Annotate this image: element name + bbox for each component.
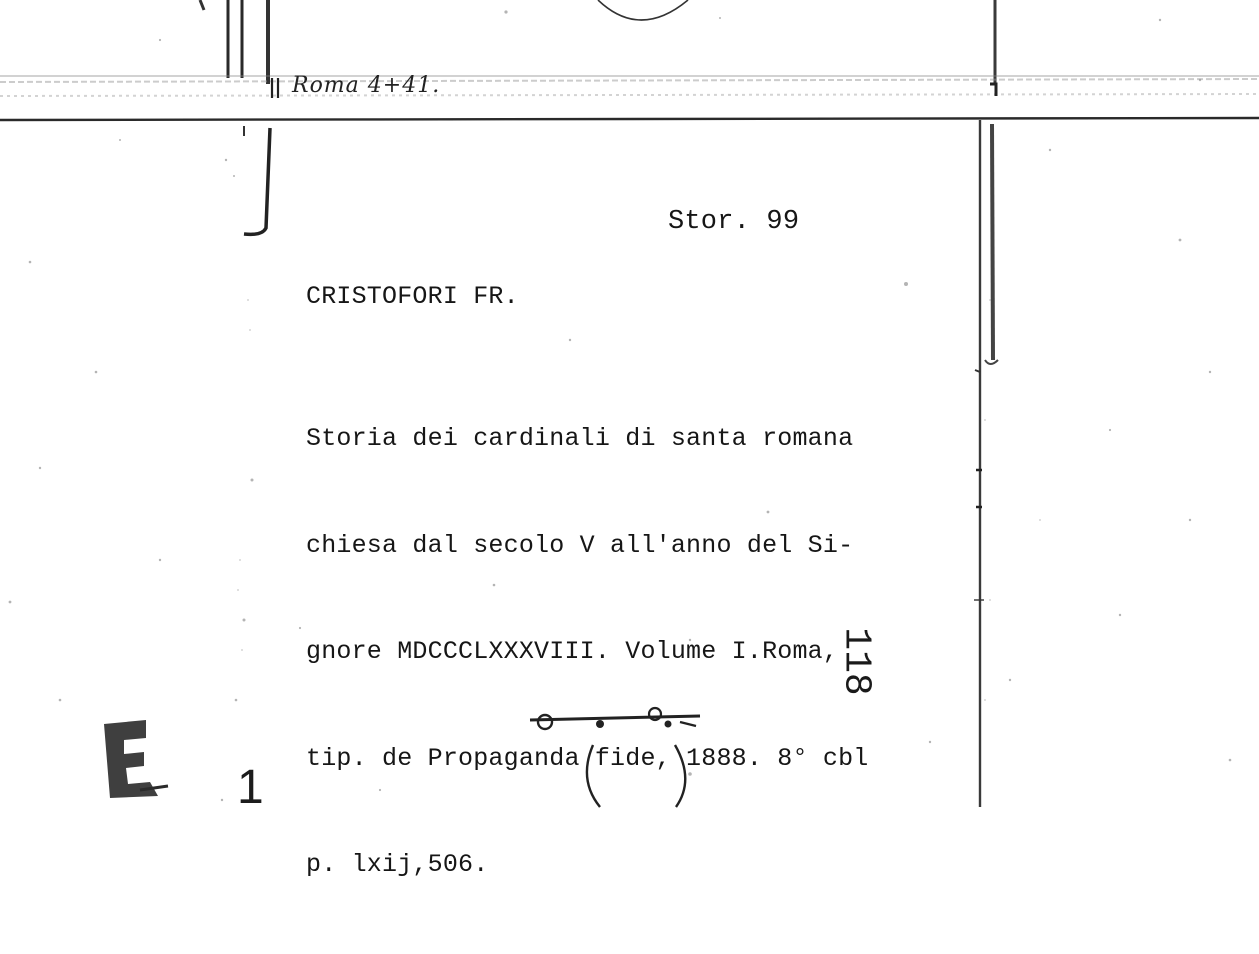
shelfmark: Stor. 99 — [668, 207, 800, 237]
description-line: p. lxij,506. — [306, 850, 489, 879]
description-line: tip. de Propaganda fide, 1888. 8° cbl — [306, 743, 869, 773]
card-author: CRISTOFORI FR. — [306, 282, 519, 311]
handwritten-strip-note: Roma 4+41. — [292, 73, 441, 98]
description-line: gnore MDCCCLXXXVIII. Volume I.Roma, — [306, 637, 839, 666]
card-description — [306, 350, 869, 954]
description-line: chiesa dal secolo V all'anno del Si- — [306, 530, 854, 560]
rotated-card-number: 118 — [834, 627, 878, 696]
description-line: Storia dei cardinali di santa romana — [306, 424, 854, 453]
corner-digit: 1 — [237, 761, 264, 814]
